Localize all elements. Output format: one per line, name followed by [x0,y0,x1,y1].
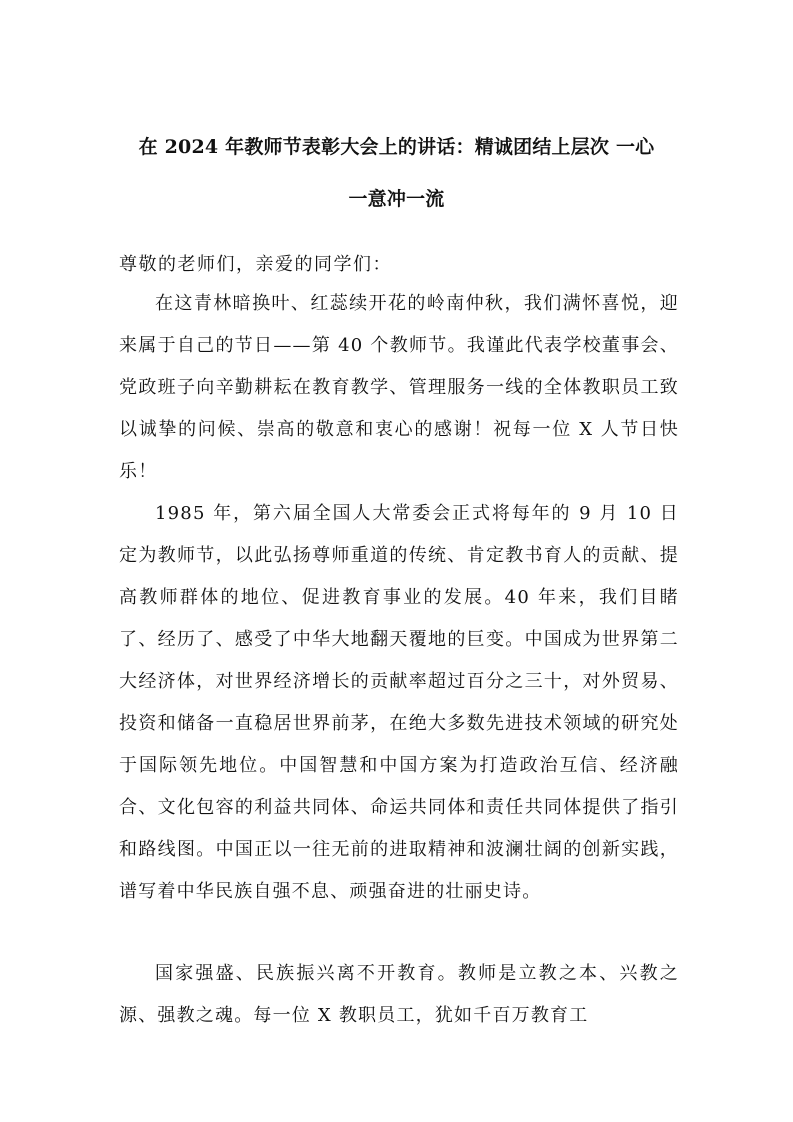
paragraph-1: 在这青林暗换叶、红蕊续开花的岭南仲秋，我们满怀喜悦，迎来属于自己的节日——第 40 个教师节。我谨此代表学校董事会、党政班子向辛勤耕耘在教育教学、管理服务一线的全体教职员工致以诚挚的问候、崇高的敬意和衷心的感谢！祝每一位 X 人节日快乐！ [119,293,679,482]
paragraph-3: 国家强盛、民族振兴离不开教育。教师是立教之本、兴教之源、强教之魂。每一位 X 教职员工，犹如千百万教育工 [119,963,679,1026]
document-title-line-1: 在 2024 年教师节表彰大会上的讲话：精诚团结上层次 一心 [138,136,655,158]
document-title-line-2: 一意冲一流 [348,188,445,210]
greeting: 尊敬的老师们，亲爱的同学们： [119,254,392,275]
paragraph-2: 1985 年，第六届全国人大常委会正式将每年的 9 月 10 日定为教师节，以此弘扬尊师重道的传统、肯定教书育人的贡献、提高教师群体的地位、促进教育事业的发展。40 年来，我们目睹了、经历了、感受了中华大地翻天覆地的巨变。中国成为世界第二大经济体，对世界经济增长的贡献率超过百分之三十，对外贸易、投资和储备一直稳居世界前茅，在绝大多数先进技术领域的研究处于国际领先地位。中国智慧和中国方案为打造政治互信、经济融合、文化包容的利益共同体、命运共同体和责任共同体提供了指引和路线图。中国正以一往无前的进取精神和波澜壮阔的创新实践，谱写着中华民族自强不息、顽强奋进的壮丽史诗。 [119,503,679,902]
